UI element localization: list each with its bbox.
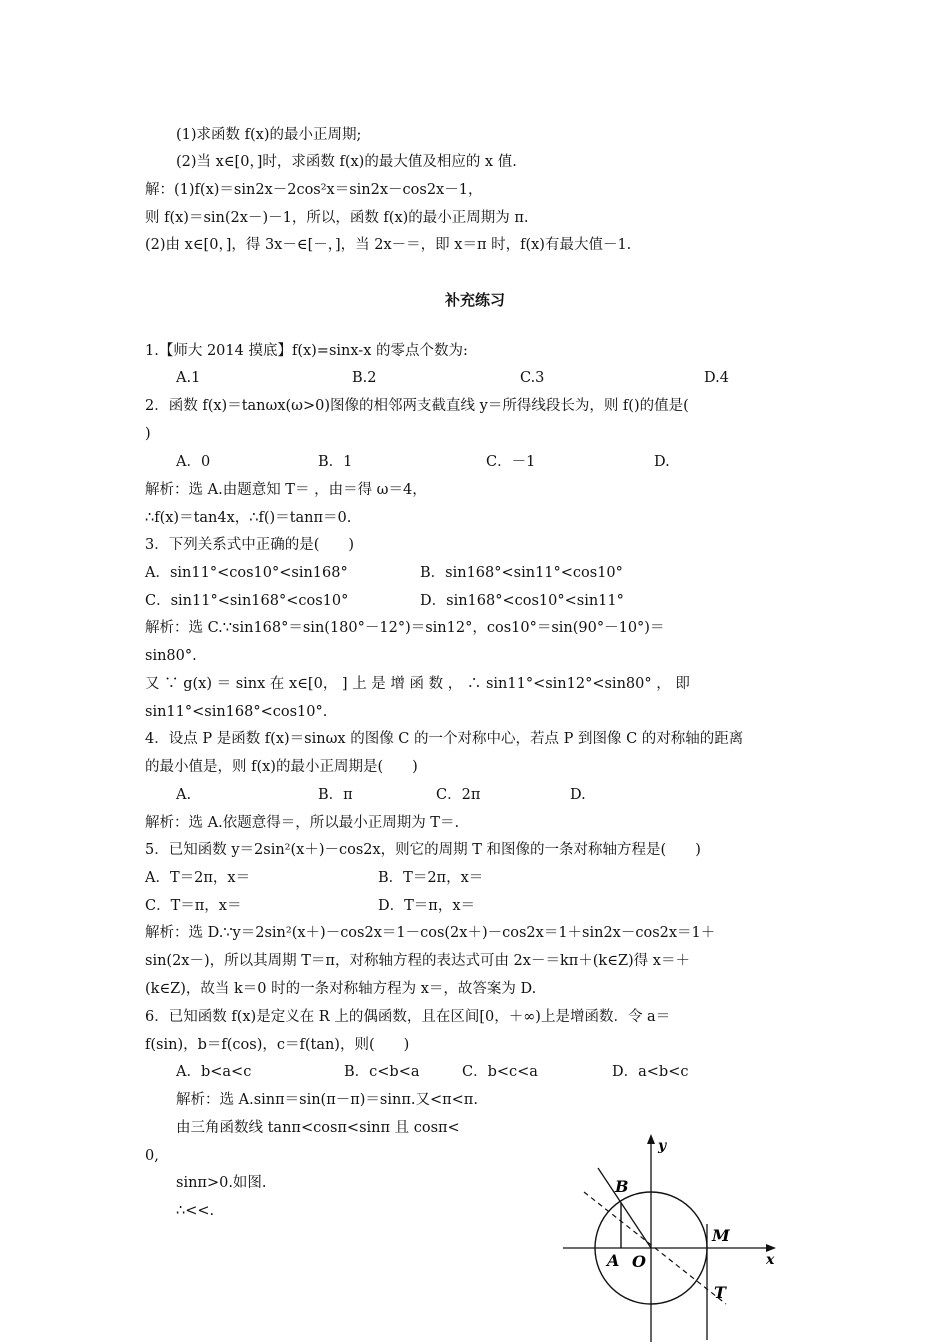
problem-5-option-c: C．T＝π，x＝ <box>145 898 242 914</box>
problem-3-analysis-1: 解析：选 C.∵sin168°＝sin(180°－12°)＝sin12°，cos10°＝sin(90°－10°)＝ <box>145 620 665 636</box>
problem-5-option-d: D．T＝π，x＝ <box>378 898 476 914</box>
problem-2-option-c: C．－1 <box>486 454 536 470</box>
solution-line-2: 则 f(x)＝sin(2x－)－1，所以，函数 f(x)的最小正周期为 π. <box>145 210 529 226</box>
section-title: 补充练习 <box>444 291 505 309</box>
label-m: M <box>712 1226 730 1245</box>
problem-4-option-a: A. <box>176 787 192 803</box>
problem-5-option-b: B．T＝2π，x＝ <box>378 870 484 886</box>
problem-3-option-a: A．sin11°<cos10°<sin168° <box>145 565 348 581</box>
problem-2-option-a: A．0 <box>176 454 211 470</box>
problem-6-option-d: D．a<b<c <box>612 1064 689 1080</box>
problem-5-option-a: A．T＝2π，x＝ <box>145 870 251 886</box>
problem-2-stem-cont: ) <box>145 426 151 442</box>
label-t: T <box>714 1283 726 1302</box>
solution-line-3: (2)由 x∈[0，]，得 3x－∈[－，]，当 2x－＝，即 x＝π 时，f(x)有最大值－1. <box>145 237 632 253</box>
problem-3-stem: 3．下列关系式中正确的是( ) <box>145 537 355 553</box>
question-part-1: (1)求函数 f(x)的最小正周期; <box>176 127 362 143</box>
label-x: x <box>766 1252 775 1268</box>
problem-3-analysis-4: sin11°<sin168°<cos10°. <box>145 704 328 720</box>
problem-2-stem: 2．函数 f(x)＝tanωx(ω>0)图像的相邻两支截直线 y＝所得线段长为，则 f()的值是( <box>145 398 689 414</box>
problem-2-analysis-2: ∴f(x)＝tan4x，∴f()＝tanπ＝0. <box>145 510 352 526</box>
problem-6-option-c: C．b<c<a <box>462 1064 538 1080</box>
problem-3-option-c: C．sin11°<sin168°<cos10° <box>145 593 349 609</box>
unit-circle-figure <box>560 1130 790 1344</box>
problem-5-analysis-2: sin(2x－)，所以其周期 T＝π，对称轴方程的表达式可由 2x－＝kπ＋(k∈Z)得 x＝＋ <box>145 953 690 969</box>
problem-5-analysis-1: 解析：选 D.∵y＝2sin²(x＋)－cos2x＝1－cos(2x＋)－cos2x＝1＋sin2x－cos2x＝1＋ <box>145 925 716 941</box>
problem-2-option-d: D. <box>654 454 670 470</box>
problem-1-option-d: D.4 <box>704 370 729 386</box>
problem-3-option-d: D．sin168°<cos10°<sin11° <box>420 593 624 609</box>
problem-2-analysis-1: 解析：选 A.由题意知 T＝ ，由＝得 ω＝4， <box>145 482 427 498</box>
problem-4-stem: 4．设点 P 是函数 f(x)＝sinωx 的图像 C 的一个对称中心，若点 P 到图像 C 的对称轴的距离 <box>145 731 744 747</box>
problem-5-stem: 5．已知函数 y＝2sin²(x＋)－cos2x，则它的周期 T 和图像的一条对称轴方程是( ) <box>145 842 701 858</box>
question-part-2: (2)当 x∈[0，]时，求函数 f(x)的最大值及相应的 x 值. <box>176 154 517 170</box>
solution-line-1: 解：(1)f(x)＝sin2x－2cos²x＝sin2x－cos2x－1， <box>145 182 483 198</box>
problem-5-analysis-3: (k∈Z)，故当 k＝0 时的一条对称轴方程为 x＝，故答案为 D. <box>145 981 537 997</box>
problem-6-stem: 6．已知函数 f(x)是定义在 R 上的偶函数，且在区间[0，＋∞)上是增函数．令 a＝ <box>145 1009 671 1025</box>
label-b: B <box>615 1177 629 1196</box>
problem-3-option-b: B．sin168°<sin11°<cos10° <box>420 565 623 581</box>
problem-6-analysis-1: 解析：选 A.sinπ＝sin(π－π)＝sinπ.又<π<π. <box>176 1092 478 1108</box>
problem-4-option-d: D. <box>570 787 586 803</box>
y-axis-arrow <box>647 1134 655 1144</box>
problem-6-analysis-2: 由三角函数线 tanπ<cosπ<sinπ 且 cosπ< <box>176 1120 460 1136</box>
problem-6-analysis-5: ∴<<. <box>176 1203 215 1219</box>
label-y: y <box>658 1138 667 1154</box>
problem-1-option-a: A.1 <box>176 370 201 386</box>
problem-3-analysis-3: 又 ∵ g(x) ＝ sinx 在 x∈[0， ] 上 是 增 函 数 ， ∴ sin11°<sin12°<sin80° ， 即 <box>145 676 690 692</box>
problem-6-analysis-4: sinπ>0.如图. <box>176 1175 267 1191</box>
problem-6-analysis-3: 0, <box>145 1148 159 1164</box>
problem-6-option-a: A．b<a<c <box>176 1064 252 1080</box>
problem-2-option-b: B．1 <box>318 454 353 470</box>
problem-3-analysis-2: sin80°. <box>145 648 197 664</box>
problem-4-stem-cont: 的最小值是，则 f(x)的最小正周期是( ) <box>145 759 418 775</box>
problem-6-stem-cont: f(sin)，b＝f(cos)，c＝f(tan)，则( ) <box>145 1037 410 1053</box>
problem-4-analysis: 解析：选 A.依题意得＝，所以最小正周期为 T＝. <box>145 815 460 831</box>
x-axis-arrow <box>766 1244 776 1252</box>
label-o: O <box>632 1252 646 1271</box>
problem-4-option-c: C．2π <box>436 787 481 803</box>
problem-1-option-c: C.3 <box>520 370 545 386</box>
problem-1-stem: 1.【师大 2014 摸底】f(x)=sinx-x 的零点个数为: <box>145 343 468 359</box>
problem-4-option-b: B．π <box>318 787 353 803</box>
problem-6-option-b: B．c<b<a <box>344 1064 420 1080</box>
label-a: A <box>607 1251 620 1270</box>
problem-1-option-b: B.2 <box>352 370 377 386</box>
